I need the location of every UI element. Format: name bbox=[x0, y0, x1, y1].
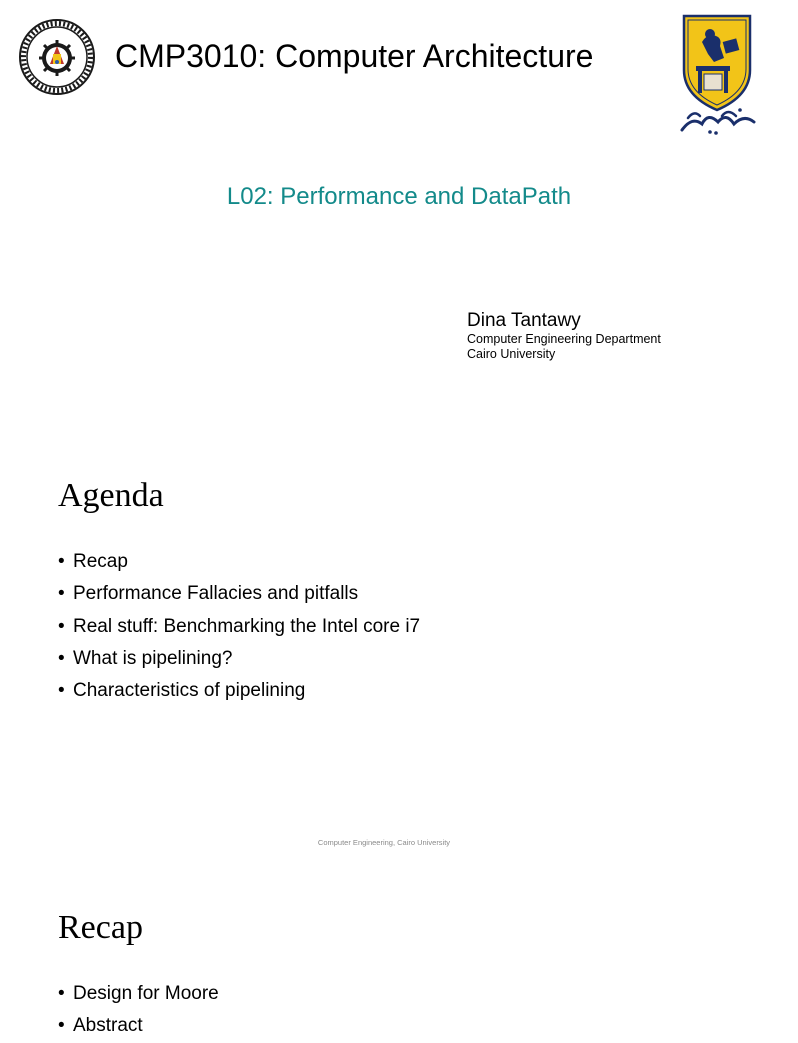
list-item-text: What is pipelining? bbox=[73, 647, 233, 669]
lecture-title: L02: Performance and DataPath bbox=[226, 183, 572, 210]
list-item-text: Characteristics of pipelining bbox=[73, 680, 306, 702]
list-item bbox=[58, 675, 420, 707]
list-item-text: Design for Moore bbox=[73, 983, 219, 1004]
agenda-heading: Agenda bbox=[58, 477, 164, 514]
bullet-icon: • bbox=[58, 647, 65, 669]
list-item-text: Real stuff: Benchmarking the Intel core i7 bbox=[73, 615, 421, 637]
list-item bbox=[58, 643, 420, 675]
agenda-list bbox=[58, 546, 420, 707]
cairo-university-logo-icon bbox=[674, 12, 760, 136]
list-item bbox=[58, 578, 420, 610]
faculty-of-engineering-seal-icon bbox=[18, 18, 96, 96]
bullet-icon: • bbox=[58, 1015, 65, 1037]
recap-list bbox=[58, 978, 219, 1043]
bullet-icon: • bbox=[58, 551, 65, 572]
author-name: Dina Tantawy bbox=[467, 310, 581, 331]
list-item-text: Recap bbox=[73, 551, 128, 572]
list-item bbox=[58, 546, 420, 578]
recap-heading: Recap bbox=[58, 909, 143, 946]
list-item bbox=[58, 978, 219, 1010]
author-block bbox=[467, 310, 661, 362]
bullet-icon: • bbox=[58, 983, 65, 1004]
author-department: Computer Engineering Department bbox=[467, 332, 661, 346]
agenda-slide bbox=[0, 432, 768, 864]
bullet-icon: • bbox=[58, 583, 65, 605]
title-slide bbox=[0, 0, 768, 432]
list-item bbox=[58, 611, 420, 643]
slide-footer: Computer Engineering, Cairo University bbox=[317, 838, 451, 847]
list-item-text: Abstract bbox=[73, 1015, 143, 1037]
course-title: CMP3010: Computer Architecture bbox=[115, 38, 594, 74]
bullet-icon: • bbox=[58, 615, 65, 637]
author-university: Cairo University bbox=[467, 347, 556, 361]
list-item-text: Performance Fallacies and pitfalls bbox=[73, 583, 359, 605]
list-item bbox=[58, 1010, 219, 1042]
bullet-icon: • bbox=[58, 680, 65, 702]
recap-slide bbox=[0, 864, 768, 1037]
